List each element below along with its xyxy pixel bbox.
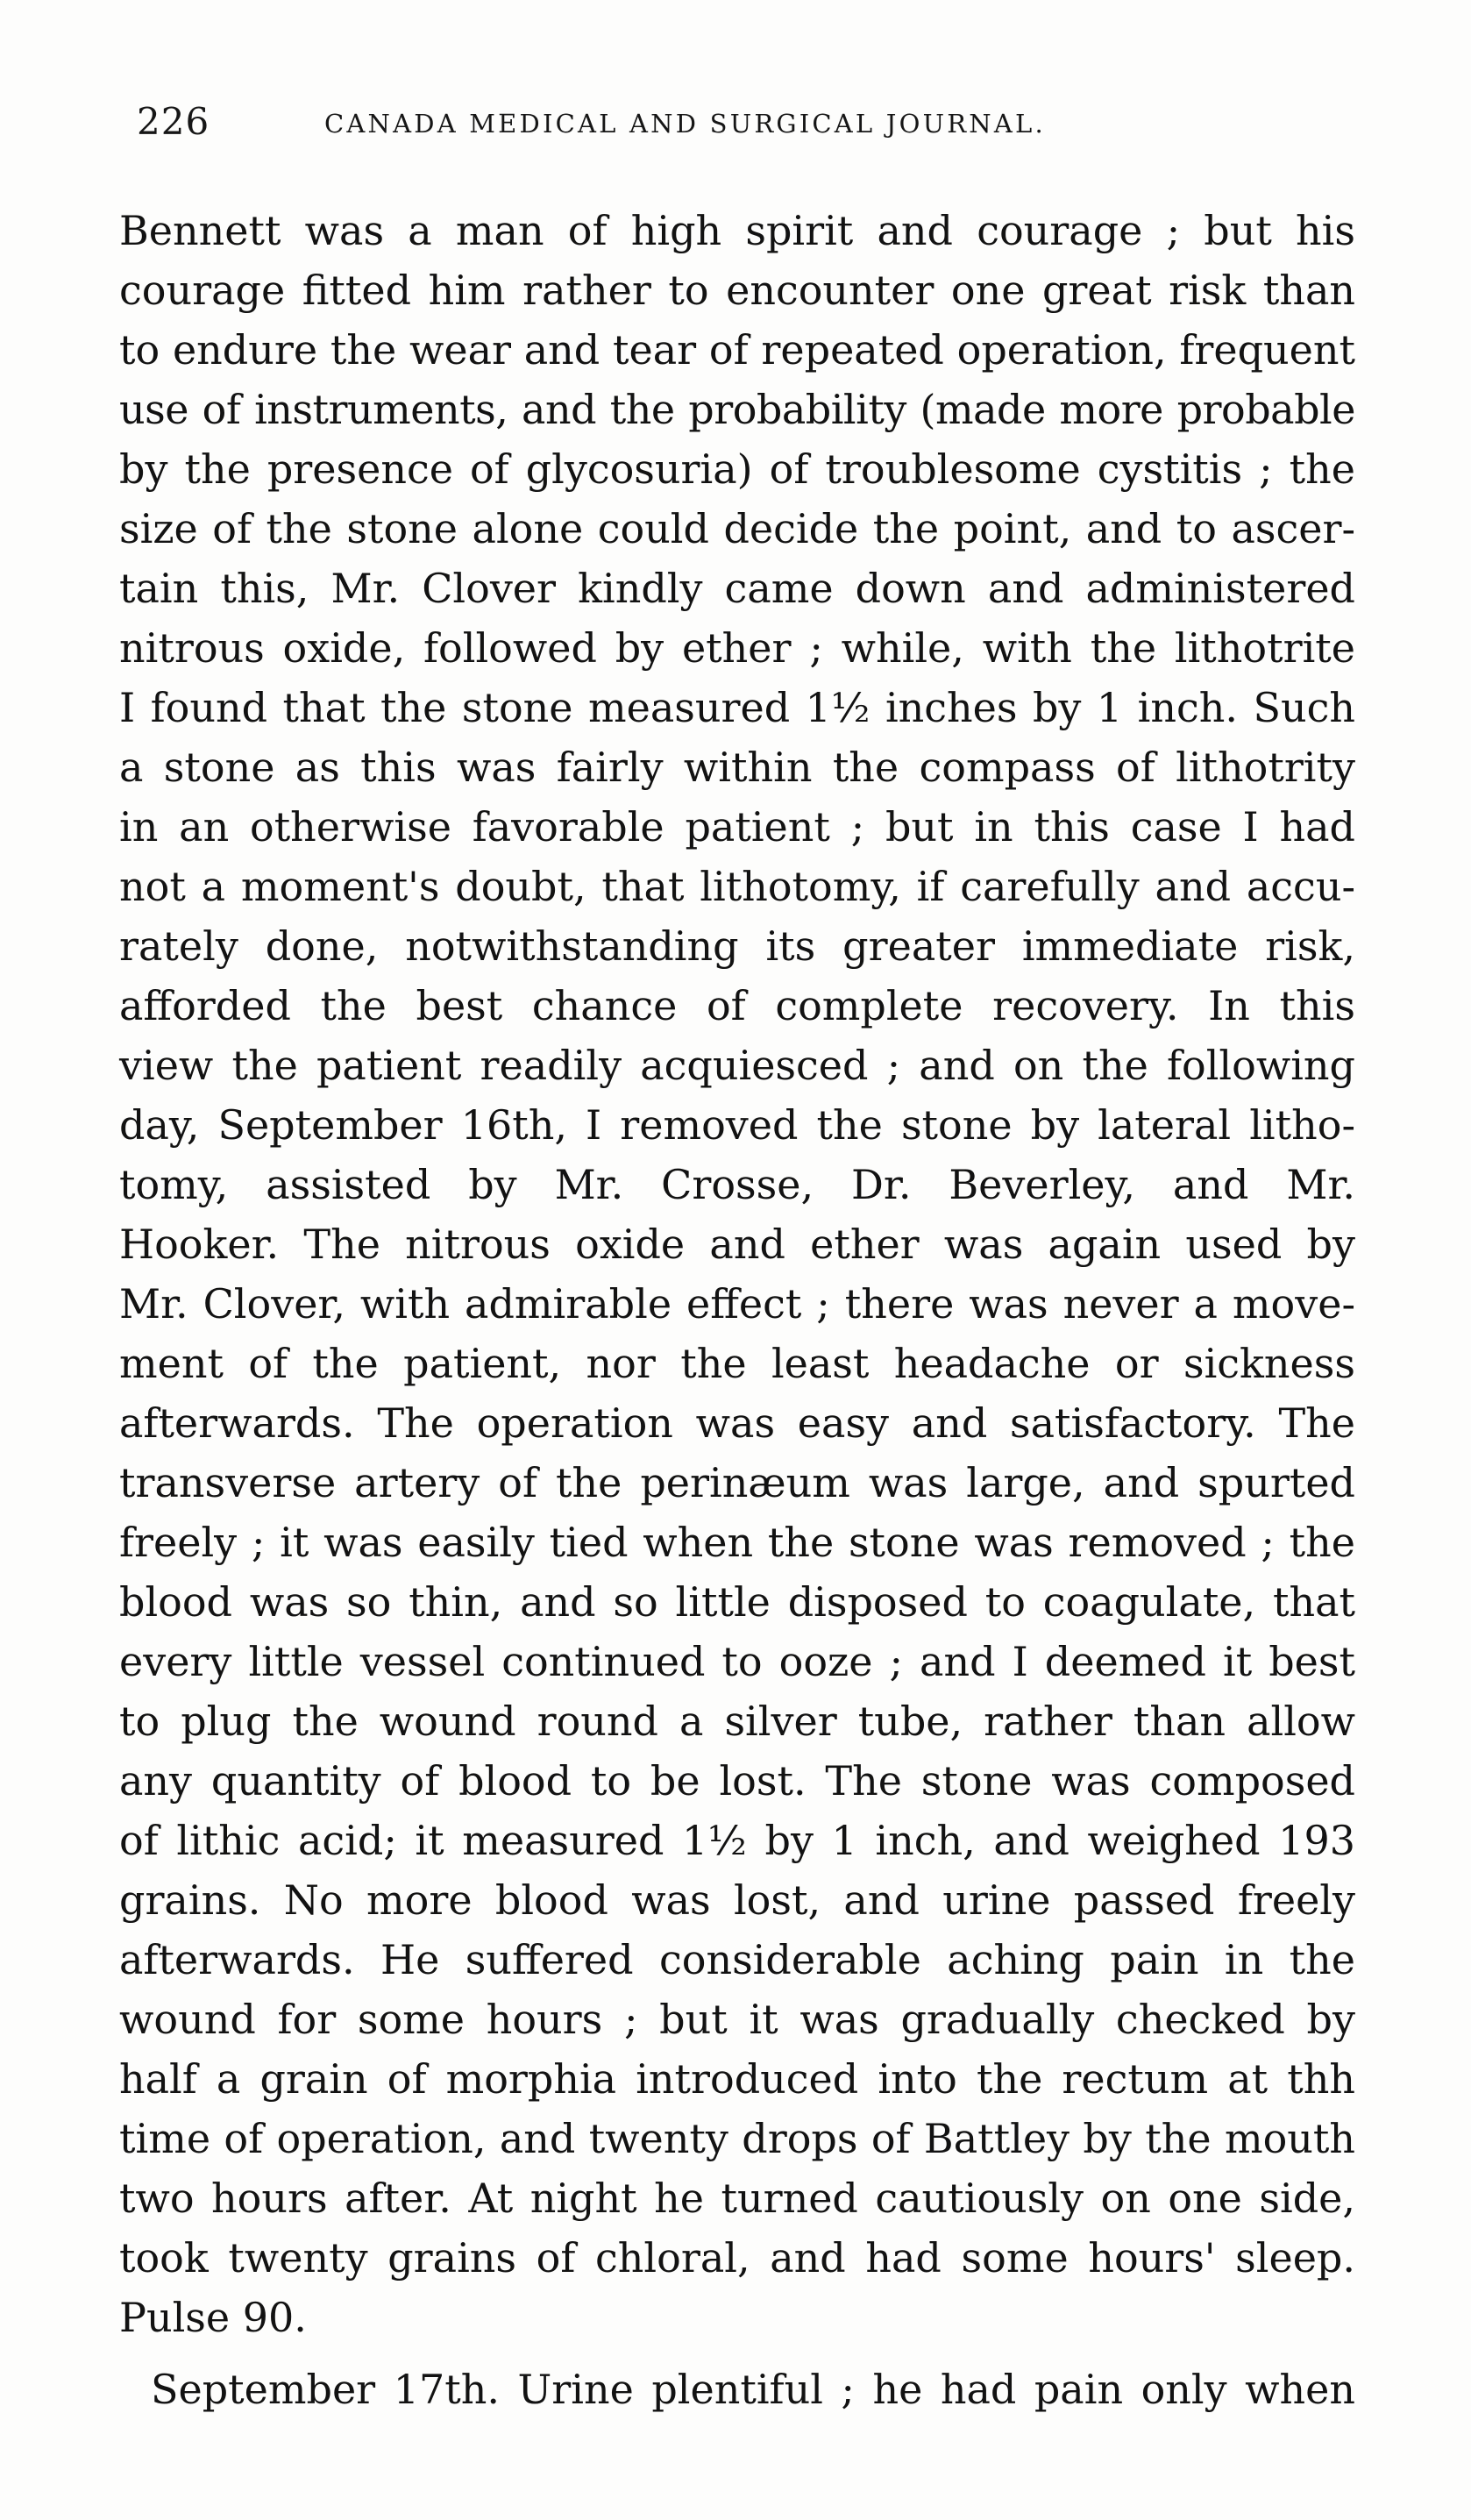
text-line: Mr. Clover, with admirable effect ; there was never a move- <box>119 1280 1355 1328</box>
text-line: afterwards. He suffered considerable aching pain in the <box>119 1936 1355 1983</box>
text-line: to endure the wear and tear of repeated operation, frequent <box>119 326 1355 374</box>
text-line: grains. No more blood was lost, and urine passed freely <box>119 1876 1355 1924</box>
text-line: in an otherwise favorable patient ; but in this case I had <box>119 803 1355 851</box>
text-line: time of operation, and twenty drops of Battley by the mouth <box>119 2115 1355 2162</box>
text-line: Pulse 90. <box>119 2294 307 2341</box>
text-line: Hooker. The nitrous oxide and ether was again used by <box>119 1221 1355 1268</box>
text-line: to plug the wound round a silver tube, rather than allow <box>119 1698 1355 1745</box>
text-line: courage fitted him rather to encounter one great risk than <box>119 267 1355 314</box>
text-line: September 17th. Urine plentiful ; he had pain only when <box>151 2366 1355 2413</box>
text-line: afforded the best chance of complete recovery. In this <box>119 982 1355 1029</box>
text-line: half a grain of morphia introduced into the rectum at thh <box>119 2055 1355 2103</box>
text-line: size of the stone alone could decide the point, and to ascer- <box>119 505 1355 552</box>
text-line: I found that the stone measured 1½ inches by 1 inch. Such <box>119 684 1355 731</box>
text-line: view the patient readily acquiesced ; and on the following <box>119 1042 1355 1089</box>
text-line: blood was so thin, and so little disposed to coagulate, that <box>119 1578 1355 1626</box>
text-line: freely ; it was easily tied when the stone was removed ; the <box>119 1519 1355 1566</box>
text-line: not a moment's doubt, that lithotomy, if carefully and accu- <box>119 863 1355 910</box>
text-line: a stone as this was fairly within the compass of lithotrity <box>119 744 1355 791</box>
text-line: by the presence of glycosuria) of troublesome cystitis ; the <box>119 445 1355 493</box>
text-line: wound for some hours ; but it was gradually checked by <box>119 1996 1355 2043</box>
text-line: any quantity of blood to be lost. The stone was composed <box>119 1757 1355 1805</box>
journal-title: CANADA MEDICAL AND SURGICAL JOURNAL. <box>324 109 1046 139</box>
text-line: ment of the patient, nor the least headache or sickness <box>119 1340 1355 1387</box>
text-line: Bennett was a man of high spirit and courage ; but his <box>119 207 1355 254</box>
text-line: rately done, notwithstanding its greater immediate risk, <box>119 922 1355 970</box>
page-number: 226 <box>137 100 210 143</box>
text-line: of lithic acid; it measured 1½ by 1 inch, and weighed 193 <box>119 1817 1355 1864</box>
text-line: nitrous oxide, followed by ether ; while, with the lithotrite <box>119 624 1355 672</box>
text-line: day, September 16th, I removed the stone by lateral litho- <box>119 1101 1355 1149</box>
text-line: transverse artery of the perinæum was large, and spurted <box>119 1459 1355 1506</box>
text-line: tomy, assisted by Mr. Crosse, Dr. Beverley, and Mr. <box>119 1161 1355 1208</box>
text-line: use of instruments, and the probability (made more probable <box>119 386 1355 433</box>
text-line: two hours after. At night he turned cautiously on one side, <box>119 2175 1355 2222</box>
text-line: took twenty grains of chloral, and had some hours' sleep. <box>119 2234 1355 2282</box>
text-line: every little vessel continued to ooze ; and I deemed it best <box>119 1638 1355 1685</box>
text-line: afterwards. The operation was easy and satisfactory. The <box>119 1399 1355 1447</box>
text-line: tain this, Mr. Clover kindly came down and administered <box>119 565 1355 612</box>
